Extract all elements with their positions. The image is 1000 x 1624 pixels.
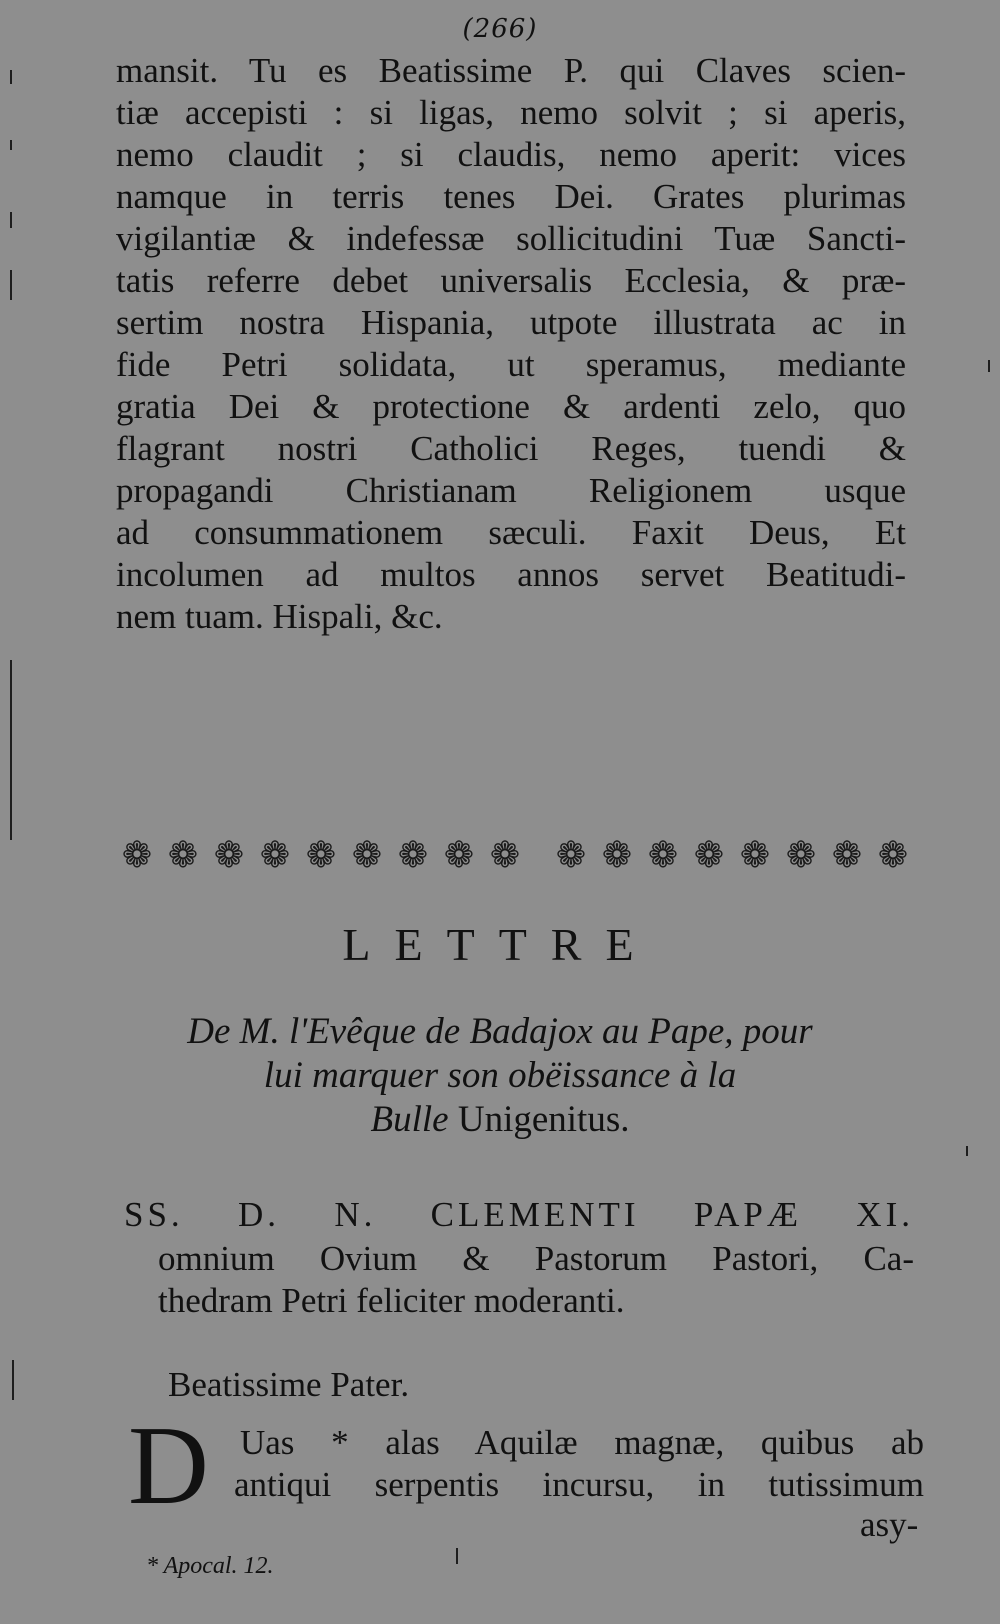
ornament-flower-icon: ❁	[831, 835, 863, 876]
ornament-flower-icon: ❁	[647, 835, 679, 876]
page-number: (266)	[462, 14, 538, 44]
ornament-flower-icon: ❁	[397, 835, 429, 876]
ornament-flower-icon: ❁	[601, 835, 633, 876]
scan-speck	[12, 1360, 14, 1400]
salutation: Beatissime Pater.	[168, 1365, 410, 1404]
text-line: mansit. Tu es Beatissime P. qui Claves scien-	[116, 51, 906, 90]
ornament-flower-icon: ❁	[305, 835, 337, 876]
scan-speck	[10, 70, 12, 84]
ornament-flower-icon: ❁	[167, 835, 199, 876]
ornament-flower-icon: ❁	[259, 835, 291, 876]
subtitle-line	[0, 1098, 1000, 1142]
text-line: flagrant nostri Catholici Reges, tuendi &	[116, 429, 906, 468]
scan-speck	[10, 212, 12, 228]
ornament-flower-icon: ❁	[877, 835, 909, 876]
subtitle-line: De M. l'Evêque de Badajox au Pape, pour	[187, 1011, 813, 1052]
text-line: propagandi Christianam Religionem usque	[116, 471, 906, 510]
text-line: namque in terris tenes Dei. Grates plurimas	[116, 177, 906, 216]
catchword: asy-	[860, 1505, 919, 1544]
ornament-flower-icon: ❁	[555, 835, 587, 876]
addressee-line: SS. D. N. CLEMENTI PAPÆ XI.	[124, 1195, 914, 1234]
text-line: ad consummationem sæculi. Faxit Deus, Et	[116, 513, 906, 552]
ornament-flower-icon: ❁	[739, 835, 771, 876]
addressee-line: omnium Ovium & Pastorum Pastori, Ca-	[158, 1239, 914, 1278]
subtitle-line: lui marquer son obëissance à la	[263, 1055, 737, 1096]
ornament-flower-icon: ❁	[213, 835, 245, 876]
scan-speck	[10, 660, 12, 840]
body-line: antiqui serpentis incursu, in tutissimum	[234, 1465, 924, 1504]
body-line: Uas * alas Aquilæ magnæ, quibus ab	[240, 1423, 924, 1462]
ornament-flower-icon: ❁	[489, 835, 521, 876]
text-line: tiæ accepisti : si ligas, nemo solvit ; si aperis,	[116, 93, 906, 132]
ornament-flower-icon: ❁	[693, 835, 725, 876]
ornament-flower-icon: ❁	[121, 835, 153, 876]
letter-title: LETTRE	[342, 919, 658, 970]
text-line: incolumen ad multos annos servet Beatitudi-	[116, 555, 906, 594]
ornament-flower-icon: ❁	[351, 835, 383, 876]
scan-speck	[988, 360, 990, 372]
text-line: nem tuam. Hispali, &c.	[116, 597, 443, 636]
scan-speck	[10, 140, 12, 150]
ornament-flower-icon: ❁	[785, 835, 817, 876]
addressee-line: thedram Petri feliciter moderanti.	[158, 1281, 625, 1320]
scan-speck	[966, 1146, 968, 1156]
subtitle-italic-part: Bulle	[370, 1099, 449, 1140]
text-line: tatis referre debet universalis Ecclesia, & præ-	[116, 261, 906, 300]
text-line: gratia Dei & protectione & ardenti zelo, quo	[116, 387, 906, 426]
text-line: fide Petri solidata, ut speramus, mediante	[116, 345, 906, 384]
text-line: vigilantiæ & indefessæ sollicitudini Tuæ Sancti-	[116, 219, 906, 258]
text-line: sertim nostra Hispania, utpote illustrata ac in	[116, 303, 906, 342]
scan-speck	[456, 1548, 458, 1564]
footnote: * Apocal. 12.	[146, 1553, 274, 1579]
scan-speck	[10, 270, 12, 300]
subtitle-roman-part: Unigenitus.	[457, 1099, 630, 1140]
drop-cap: D	[128, 1404, 209, 1528]
text-line: nemo claudit ; si claudis, nemo aperit: vices	[116, 135, 906, 174]
ornament-flower-icon: ❁	[443, 835, 475, 876]
ornament-band	[120, 835, 910, 876]
